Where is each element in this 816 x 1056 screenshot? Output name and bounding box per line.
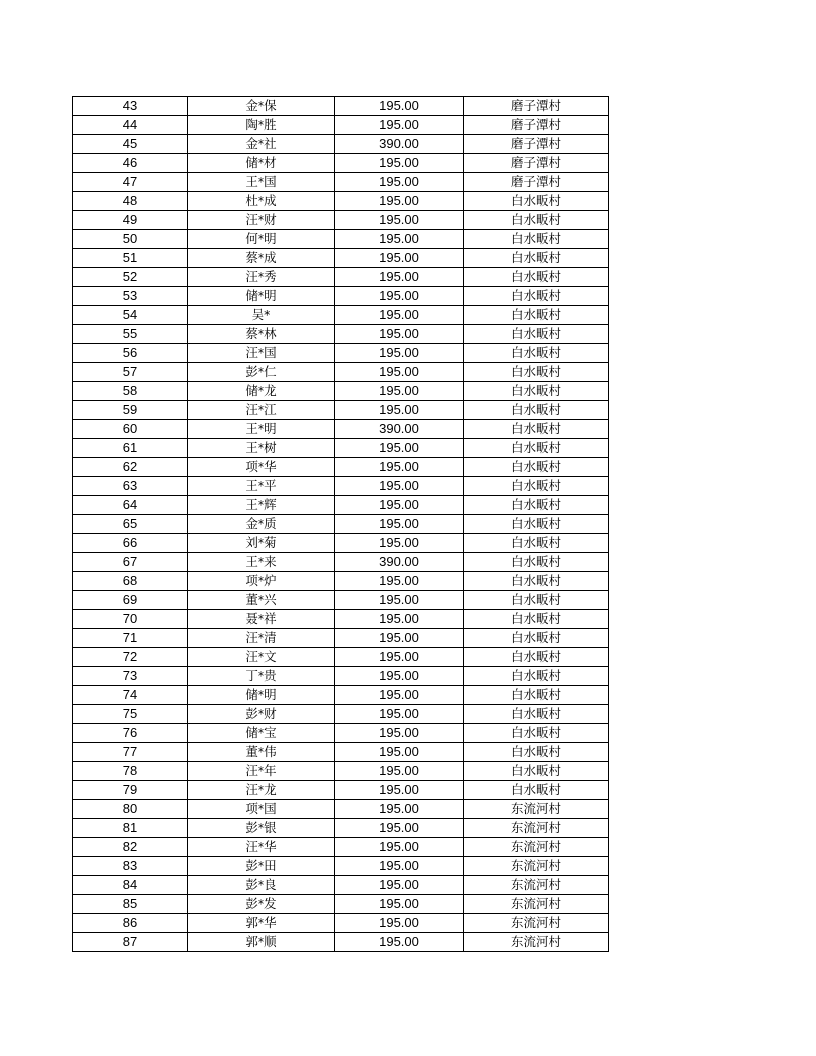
village-cell: 白水畈村: [464, 211, 609, 230]
village-cell: 磨子潭村: [464, 116, 609, 135]
table-row: [73, 306, 609, 325]
amount-cell: 195.00: [335, 857, 464, 876]
table-row: [73, 173, 609, 192]
row-number-cell: 83: [73, 857, 188, 876]
row-number-cell: 73: [73, 667, 188, 686]
amount-cell: 195.00: [335, 496, 464, 515]
table-row: [73, 287, 609, 306]
village-cell: 东流河村: [464, 933, 609, 952]
row-number-cell: 59: [73, 401, 188, 420]
person-name-cell: 郭*华: [188, 914, 335, 933]
amount-cell: 195.00: [335, 401, 464, 420]
village-cell: 白水畈村: [464, 344, 609, 363]
row-number-cell: 82: [73, 838, 188, 857]
person-name-cell: 储*龙: [188, 382, 335, 401]
amount-cell: 195.00: [335, 591, 464, 610]
row-number-cell: 86: [73, 914, 188, 933]
person-name-cell: 王*国: [188, 173, 335, 192]
row-number-cell: 69: [73, 591, 188, 610]
person-name-cell: 汪*龙: [188, 781, 335, 800]
person-name-cell: 吴*: [188, 306, 335, 325]
amount-cell: 195.00: [335, 116, 464, 135]
table-row: [73, 135, 609, 154]
person-name-cell: 储*宝: [188, 724, 335, 743]
person-name-cell: 蔡*成: [188, 249, 335, 268]
person-name-cell: 王*树: [188, 439, 335, 458]
table-row: [73, 838, 609, 857]
table-row: [73, 401, 609, 420]
amount-cell: 195.00: [335, 686, 464, 705]
amount-cell: 195.00: [335, 230, 464, 249]
amount-cell: 195.00: [335, 154, 464, 173]
table-row: [73, 325, 609, 344]
person-name-cell: 项*国: [188, 800, 335, 819]
village-cell: 白水畈村: [464, 382, 609, 401]
row-number-cell: 54: [73, 306, 188, 325]
table-row: [73, 344, 609, 363]
village-cell: 白水畈村: [464, 287, 609, 306]
amount-cell: 195.00: [335, 895, 464, 914]
village-cell: 磨子潭村: [464, 97, 609, 116]
amount-cell: 195.00: [335, 819, 464, 838]
person-name-cell: 汪*国: [188, 344, 335, 363]
amount-cell: 195.00: [335, 572, 464, 591]
person-name-cell: 汪*江: [188, 401, 335, 420]
amount-cell: 195.00: [335, 629, 464, 648]
amount-cell: 195.00: [335, 344, 464, 363]
village-cell: 白水畈村: [464, 553, 609, 572]
person-name-cell: 彭*财: [188, 705, 335, 724]
amount-cell: 195.00: [335, 724, 464, 743]
village-cell: 白水畈村: [464, 496, 609, 515]
amount-cell: 195.00: [335, 268, 464, 287]
row-number-cell: 64: [73, 496, 188, 515]
village-cell: 东流河村: [464, 838, 609, 857]
person-name-cell: 王*平: [188, 477, 335, 496]
table-row: [73, 515, 609, 534]
amount-cell: 195.00: [335, 97, 464, 116]
amount-cell: 195.00: [335, 192, 464, 211]
amount-cell: 390.00: [335, 420, 464, 439]
amount-cell: 195.00: [335, 363, 464, 382]
village-cell: 白水畈村: [464, 515, 609, 534]
row-number-cell: 53: [73, 287, 188, 306]
table-row: [73, 192, 609, 211]
table-row: [73, 477, 609, 496]
village-cell: 白水畈村: [464, 591, 609, 610]
person-name-cell: 彭*田: [188, 857, 335, 876]
person-name-cell: 金*社: [188, 135, 335, 154]
village-cell: 白水畈村: [464, 458, 609, 477]
village-cell: 东流河村: [464, 800, 609, 819]
person-name-cell: 董*兴: [188, 591, 335, 610]
person-name-cell: 汪*财: [188, 211, 335, 230]
village-cell: 白水畈村: [464, 268, 609, 287]
village-cell: 白水畈村: [464, 477, 609, 496]
row-number-cell: 72: [73, 648, 188, 667]
table-row: [73, 268, 609, 287]
person-name-cell: 汪*秀: [188, 268, 335, 287]
row-number-cell: 71: [73, 629, 188, 648]
amount-cell: 195.00: [335, 534, 464, 553]
row-number-cell: 55: [73, 325, 188, 344]
row-number-cell: 74: [73, 686, 188, 705]
row-number-cell: 75: [73, 705, 188, 724]
table-row: [73, 895, 609, 914]
row-number-cell: 57: [73, 363, 188, 382]
village-cell: 白水畈村: [464, 249, 609, 268]
amount-cell: 195.00: [335, 439, 464, 458]
table-row: [73, 382, 609, 401]
village-cell: 白水畈村: [464, 686, 609, 705]
amount-cell: 195.00: [335, 914, 464, 933]
amount-cell: 195.00: [335, 876, 464, 895]
table-row: [73, 933, 609, 952]
table-row: [73, 439, 609, 458]
row-number-cell: 70: [73, 610, 188, 629]
amount-cell: 195.00: [335, 933, 464, 952]
table-row: [73, 230, 609, 249]
row-number-cell: 66: [73, 534, 188, 553]
table-row: [73, 914, 609, 933]
row-number-cell: 65: [73, 515, 188, 534]
amount-cell: 195.00: [335, 211, 464, 230]
amount-cell: 195.00: [335, 515, 464, 534]
person-name-cell: 王*明: [188, 420, 335, 439]
village-cell: 白水畈村: [464, 534, 609, 553]
row-number-cell: 50: [73, 230, 188, 249]
person-name-cell: 杜*成: [188, 192, 335, 211]
table-row: [73, 534, 609, 553]
roster-table-body: [73, 97, 609, 952]
amount-cell: 195.00: [335, 287, 464, 306]
row-number-cell: 62: [73, 458, 188, 477]
row-number-cell: 68: [73, 572, 188, 591]
village-cell: 东流河村: [464, 876, 609, 895]
village-cell: 白水畈村: [464, 743, 609, 762]
table-row: [73, 496, 609, 515]
table-row: [73, 781, 609, 800]
person-name-cell: 郭*顺: [188, 933, 335, 952]
table-row: [73, 363, 609, 382]
row-number-cell: 45: [73, 135, 188, 154]
village-cell: 磨子潭村: [464, 135, 609, 154]
row-number-cell: 76: [73, 724, 188, 743]
village-cell: 东流河村: [464, 914, 609, 933]
table-row: [73, 724, 609, 743]
row-number-cell: 80: [73, 800, 188, 819]
table-row: [73, 629, 609, 648]
table-row: [73, 154, 609, 173]
amount-cell: 195.00: [335, 306, 464, 325]
village-cell: 东流河村: [464, 895, 609, 914]
amount-cell: 195.00: [335, 838, 464, 857]
person-name-cell: 彭*良: [188, 876, 335, 895]
person-name-cell: 董*伟: [188, 743, 335, 762]
person-name-cell: 刘*菊: [188, 534, 335, 553]
row-number-cell: 67: [73, 553, 188, 572]
village-cell: 磨子潭村: [464, 154, 609, 173]
village-cell: 白水畈村: [464, 401, 609, 420]
table-row: [73, 857, 609, 876]
person-name-cell: 彭*银: [188, 819, 335, 838]
row-number-cell: 48: [73, 192, 188, 211]
village-cell: 白水畈村: [464, 610, 609, 629]
village-cell: 白水畈村: [464, 230, 609, 249]
amount-cell: 195.00: [335, 648, 464, 667]
village-cell: 白水畈村: [464, 629, 609, 648]
amount-cell: 195.00: [335, 667, 464, 686]
table-row: [73, 572, 609, 591]
person-name-cell: 金*保: [188, 97, 335, 116]
amount-cell: 195.00: [335, 477, 464, 496]
amount-cell: 195.00: [335, 610, 464, 629]
person-name-cell: 金*质: [188, 515, 335, 534]
amount-cell: 195.00: [335, 173, 464, 192]
table-row: [73, 553, 609, 572]
village-cell: 白水畈村: [464, 363, 609, 382]
table-row: [73, 97, 609, 116]
village-cell: 白水畈村: [464, 192, 609, 211]
table-row: [73, 211, 609, 230]
village-cell: 白水畈村: [464, 724, 609, 743]
person-name-cell: 蔡*林: [188, 325, 335, 344]
row-number-cell: 61: [73, 439, 188, 458]
table-row: [73, 743, 609, 762]
row-number-cell: 79: [73, 781, 188, 800]
row-number-cell: 85: [73, 895, 188, 914]
village-cell: 白水畈村: [464, 762, 609, 781]
amount-cell: 195.00: [335, 325, 464, 344]
village-cell: 白水畈村: [464, 781, 609, 800]
person-name-cell: 陶*胜: [188, 116, 335, 135]
person-name-cell: 何*明: [188, 230, 335, 249]
person-name-cell: 王*来: [188, 553, 335, 572]
person-name-cell: 汪*年: [188, 762, 335, 781]
person-name-cell: 项*炉: [188, 572, 335, 591]
amount-cell: 195.00: [335, 458, 464, 477]
person-name-cell: 储*材: [188, 154, 335, 173]
village-cell: 东流河村: [464, 819, 609, 838]
amount-cell: 195.00: [335, 382, 464, 401]
row-number-cell: 63: [73, 477, 188, 496]
person-name-cell: 丁*贵: [188, 667, 335, 686]
person-name-cell: 汪*华: [188, 838, 335, 857]
row-number-cell: 87: [73, 933, 188, 952]
person-name-cell: 彭*仁: [188, 363, 335, 382]
row-number-cell: 43: [73, 97, 188, 116]
row-number-cell: 78: [73, 762, 188, 781]
village-cell: 白水畈村: [464, 420, 609, 439]
amount-cell: 195.00: [335, 781, 464, 800]
table-row: [73, 705, 609, 724]
row-number-cell: 58: [73, 382, 188, 401]
amount-cell: 195.00: [335, 762, 464, 781]
person-name-cell: 储*明: [188, 287, 335, 306]
person-name-cell: 储*明: [188, 686, 335, 705]
roster-table: [72, 96, 609, 952]
person-name-cell: 聂*祥: [188, 610, 335, 629]
person-name-cell: 汪*文: [188, 648, 335, 667]
amount-cell: 195.00: [335, 743, 464, 762]
table-row: [73, 610, 609, 629]
person-name-cell: 项*华: [188, 458, 335, 477]
village-cell: 白水畈村: [464, 306, 609, 325]
row-number-cell: 44: [73, 116, 188, 135]
table-row: [73, 458, 609, 477]
row-number-cell: 47: [73, 173, 188, 192]
table-row: [73, 686, 609, 705]
table-row: [73, 420, 609, 439]
table-row: [73, 591, 609, 610]
village-cell: 东流河村: [464, 857, 609, 876]
table-row: [73, 249, 609, 268]
amount-cell: 195.00: [335, 249, 464, 268]
row-number-cell: 46: [73, 154, 188, 173]
amount-cell: 195.00: [335, 705, 464, 724]
village-cell: 白水畈村: [464, 667, 609, 686]
person-name-cell: 王*辉: [188, 496, 335, 515]
village-cell: 白水畈村: [464, 705, 609, 724]
row-number-cell: 49: [73, 211, 188, 230]
village-cell: 白水畈村: [464, 572, 609, 591]
table-row: [73, 819, 609, 838]
table-row: [73, 667, 609, 686]
table-row: [73, 762, 609, 781]
row-number-cell: 51: [73, 249, 188, 268]
person-name-cell: 彭*发: [188, 895, 335, 914]
row-number-cell: 56: [73, 344, 188, 363]
village-cell: 白水畈村: [464, 325, 609, 344]
village-cell: 白水畈村: [464, 648, 609, 667]
person-name-cell: 汪*清: [188, 629, 335, 648]
row-number-cell: 81: [73, 819, 188, 838]
row-number-cell: 60: [73, 420, 188, 439]
row-number-cell: 77: [73, 743, 188, 762]
village-cell: 白水畈村: [464, 439, 609, 458]
amount-cell: 390.00: [335, 135, 464, 154]
table-row: [73, 116, 609, 135]
table-row: [73, 648, 609, 667]
amount-cell: 390.00: [335, 553, 464, 572]
village-cell: 磨子潭村: [464, 173, 609, 192]
row-number-cell: 84: [73, 876, 188, 895]
table-row: [73, 876, 609, 895]
amount-cell: 195.00: [335, 800, 464, 819]
row-number-cell: 52: [73, 268, 188, 287]
table-row: [73, 800, 609, 819]
